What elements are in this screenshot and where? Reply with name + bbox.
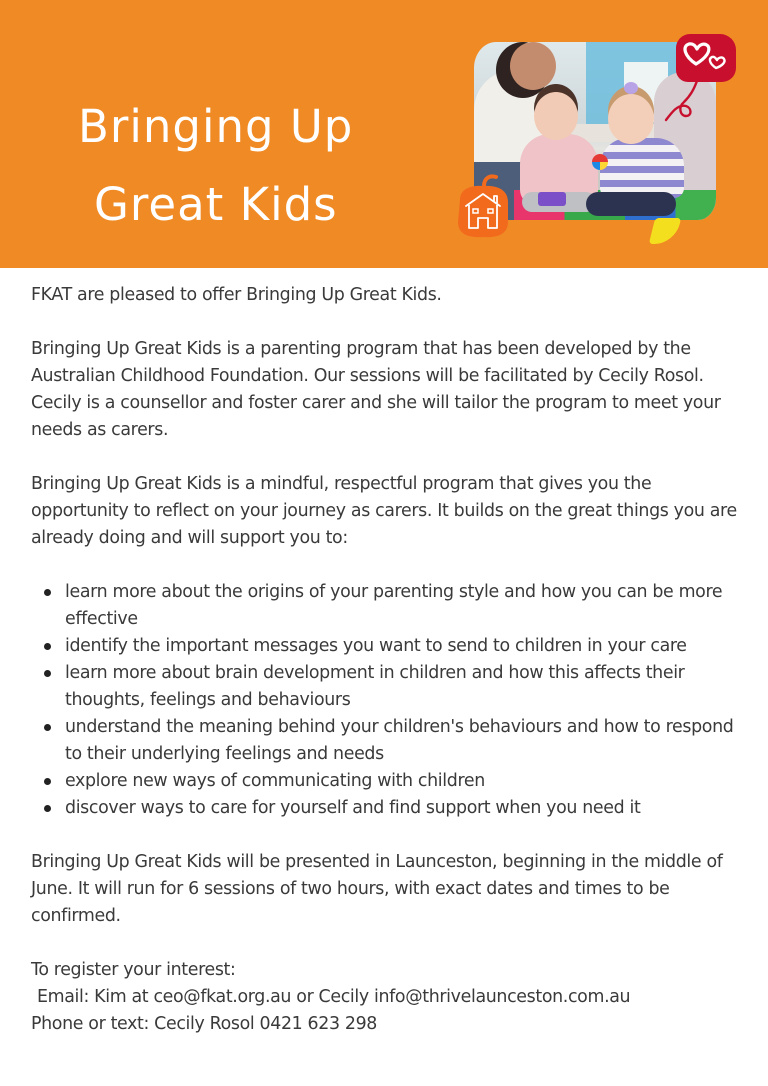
- photo-adult-left-head: [510, 42, 556, 90]
- photo-toddler-striped-legs: [586, 192, 676, 216]
- photo-toddler-striped-head: [608, 94, 654, 144]
- bullet-icon: [44, 643, 51, 650]
- bullet-icon: [44, 670, 51, 677]
- bullet-icon: [44, 724, 51, 731]
- register-heading: To register your interest:: [31, 960, 236, 980]
- header-banner: [0, 0, 768, 268]
- photo-hair-bow: [624, 82, 638, 94]
- program-description: Bringing Up Great Kids is a parenting program that has been developed by the Australian Childhood Foundation. Our sessions will be facilitated by Cecily Rosol. Cecily is a counsellor and foster carer and she will tailor the program to meet your needs as carers.: [31, 339, 721, 440]
- bullet-icon: [44, 589, 51, 596]
- program-approach: Bringing Up Great Kids is a mindful, respectful program that gives you the opportunity to reflect on your journey as carers. It builds on the great things you are already doing and will support you to:: [31, 474, 737, 548]
- house-icon: [454, 172, 512, 238]
- bullet-icon: [44, 778, 51, 785]
- list-item: learn more about brain development in children and how this affects their thoughts, feelings and behaviours: [65, 660, 741, 714]
- list-item: identify the important messages you want to send to children in your care: [65, 633, 741, 660]
- body-content: [31, 282, 741, 1038]
- title-line-1: Bringing Up: [78, 100, 354, 154]
- speech-tail-yellow: [649, 218, 681, 244]
- intro-text: FKAT are pleased to offer Bringing Up Great Kids.: [31, 285, 442, 305]
- list-item: discover ways to care for yourself and find support when you need it: [65, 795, 741, 822]
- speech-bubble-tail-icon: [664, 76, 708, 126]
- list-item: explore new ways of communicating with children: [65, 768, 741, 795]
- benefits-list: [31, 579, 741, 822]
- title-line-2: Great Kids: [94, 178, 338, 232]
- bullet-icon: [44, 805, 51, 812]
- schedule-text: Bringing Up Great Kids will be presented in Launceston, beginning in the middle of June. It will run for 6 sessions of two hours, with exact dates and times to be confirmed.: [31, 852, 723, 926]
- hearts-speech-bubble-icon: [676, 34, 736, 82]
- list-item: learn more about the origins of your parenting style and how you can be more effective: [65, 579, 741, 633]
- contact-email: Email: Kim at ceo@fkat.org.au or Cecily info@thrivelaunceston.com.au: [37, 987, 631, 1007]
- page-title: [78, 88, 353, 244]
- photo-toddler-pink-head: [534, 92, 578, 140]
- list-item: understand the meaning behind your children's behaviours and how to respond to their underlying feelings and needs: [65, 714, 741, 768]
- photo-toy-block: [538, 192, 566, 206]
- photo-toddler-striped: [600, 138, 684, 198]
- contact-phone: Phone or text: Cecily Rosol 0421 623 298: [31, 1014, 378, 1034]
- photo-toy-ball: [592, 154, 608, 170]
